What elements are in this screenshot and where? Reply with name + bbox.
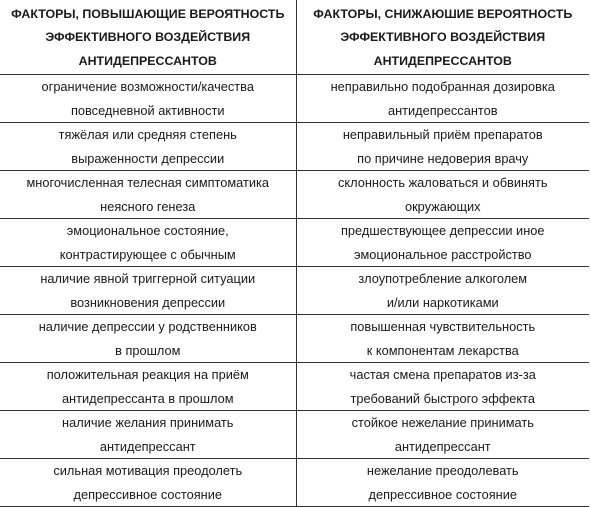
table-row: [0, 411, 589, 459]
header-line: АНТИДЕПРЕССАНТОВ: [373, 53, 512, 68]
decreasing-factor-cell: [296, 315, 589, 363]
cell-line: требований быстрого эффекта: [350, 390, 535, 406]
header-increasing-factors: [0, 0, 296, 75]
table-row: [0, 363, 589, 411]
cell-line: предшествующее депрессии иное: [340, 223, 545, 238]
decreasing-factor-cell: [296, 171, 589, 219]
increasing-factor-cell: [0, 363, 296, 411]
cell-line: выраженности депрессии: [71, 150, 225, 166]
cell-line: окружающих: [404, 198, 481, 214]
cell-line: нежелание преодолевать: [366, 463, 519, 478]
cell-line: неясного генеза: [100, 198, 196, 214]
increasing-factor-cell: [0, 171, 296, 219]
header-line: ФАКТОРЫ, ПОВЫШАЮЩИЕ ВЕРОЯТНОСТЬ: [11, 6, 285, 21]
cell-line: по причине недоверия врачу: [357, 150, 529, 166]
increasing-factor-cell: [0, 219, 296, 267]
decreasing-factor-cell: [296, 267, 589, 315]
cell-line: контрастирующее с обычным: [59, 246, 236, 262]
cell-line: повышенная чувствительность: [350, 319, 536, 334]
cell-line: депрессивное состояние: [368, 486, 517, 502]
table-row: [0, 219, 589, 267]
table-row: [0, 315, 589, 363]
cell-line: в прошлом: [115, 342, 181, 358]
increasing-factor-cell: [0, 123, 296, 171]
table-row: [0, 267, 589, 315]
decreasing-factor-cell: [296, 219, 589, 267]
cell-line: ограничение возможности/качества: [41, 79, 254, 94]
decreasing-factor-cell: [296, 459, 589, 507]
cell-line: злоупотребление алкоголем: [358, 271, 528, 286]
table-row: [0, 123, 589, 171]
cell-line: сильная мотивация преодолеть: [53, 463, 243, 478]
cell-line: стойкое нежелание принимать: [351, 415, 534, 430]
header-line: ЭФФЕКТИВНОГО ВОЗДЕЙСТВИЯ: [340, 30, 546, 45]
increasing-factor-cell: [0, 315, 296, 363]
table-row: [0, 171, 589, 219]
table-row: [0, 459, 589, 507]
cell-line: антидепрессанта в прошлом: [61, 390, 234, 406]
cell-line: антидепрессант: [394, 438, 491, 454]
cell-line: повседневной активности: [70, 102, 225, 118]
header-decreasing-factors: [296, 0, 589, 75]
cell-line: наличие явной триггерной ситуации: [40, 271, 256, 286]
header-row: [0, 0, 589, 75]
decreasing-factor-cell: [296, 411, 589, 459]
cell-line: возникновения депрессии: [70, 294, 226, 310]
increasing-factor-cell: [0, 267, 296, 315]
cell-line: тяжёлая или средняя степень: [58, 127, 237, 142]
increasing-factor-cell: [0, 411, 296, 459]
cell-line: наличие желания принимать: [62, 415, 234, 430]
cell-line: антидепрессантов: [387, 102, 498, 118]
decreasing-factor-cell: [296, 75, 589, 123]
table-row: [0, 75, 589, 123]
increasing-factor-cell: [0, 459, 296, 507]
cell-line: неправильно подобранная дозировка: [330, 79, 555, 94]
cell-line: многочисленная телесная симптоматика: [26, 175, 270, 190]
cell-line: наличие депрессии у родственников: [38, 319, 257, 334]
cell-line: частая смена препаратов из-за: [349, 367, 536, 382]
decreasing-factor-cell: [296, 123, 589, 171]
cell-line: положительная реакция на приём: [46, 367, 249, 382]
cell-line: депрессивное состояние: [73, 486, 222, 502]
cell-line: и/или наркотиками: [386, 294, 499, 310]
cell-line: неправильный приём препаратов: [342, 127, 543, 142]
increasing-factor-cell: [0, 75, 296, 123]
cell-line: эмоциональное расстройство: [353, 246, 532, 262]
header-line: ФАКТОРЫ, СНИЖАЮШИЕ ВЕРОЯТНОСТЬ: [313, 6, 573, 21]
cell-line: к компонентам лекарства: [366, 342, 519, 358]
cell-line: антидепрессант: [99, 438, 196, 454]
decreasing-factor-cell: [296, 363, 589, 411]
cell-line: эмоциональное состояние,: [66, 223, 229, 238]
header-line: АНТИДЕПРЕССАНТОВ: [78, 53, 217, 68]
cell-line: склонность жаловаться и обвинять: [337, 175, 548, 190]
header-line: ЭФФЕКТИВНОГО ВОЗДЕЙСТВИЯ: [45, 30, 251, 45]
